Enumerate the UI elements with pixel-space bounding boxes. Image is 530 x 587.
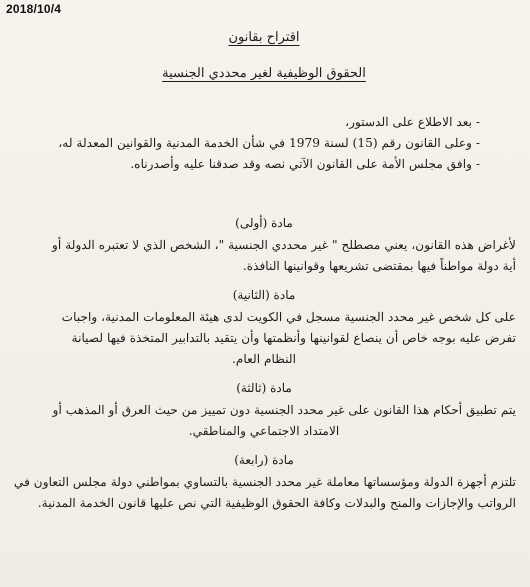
document-body	[8, 28, 520, 514]
document-date: 2018/10/4	[6, 2, 62, 16]
article-3-text	[8, 400, 520, 442]
article-3-heading: مادة (ثالثة)	[236, 381, 292, 395]
article-1-heading: مادة (أولى)	[235, 216, 293, 230]
article-3-line: الامتداد الاجتماعي والمناطقي.	[188, 424, 340, 438]
article-1-text	[8, 235, 520, 277]
article-2-line: تفرض عليه بوجه خاص أن ينصاع لقوانينها وأنظمتها وأن يتقيد بالتدابير المتخذة فيها لصيانة	[71, 331, 516, 345]
document-subtitle: الحقوق الوظيفية لغير محددي الجنسية	[162, 66, 366, 81]
article-4-heading: مادة (رابعة)	[234, 453, 294, 467]
article-4-line: الرواتب والإجازات والمنح والبدلات وكافة الحقوق الوظيفية التي نص عليها قانون الخدمة المدنية.	[37, 496, 516, 510]
preamble-item: - وعلى القانون رقم (15) لسنة 1979 في شأن الخدمة المدنية والقوانين المعدلة له،	[58, 136, 480, 150]
article-1-line: أية دولة مواطناً فيها بمقتضى تشريعها وقوانينها النافذة.	[242, 259, 516, 273]
article-2-heading: مادة (الثانية)	[232, 288, 296, 302]
article-3-line: يتم تطبيق أحكام هذا القانون على غير محدد الجنسية دون تمييز من حيث العرق أو المذهب أو	[52, 403, 516, 417]
preamble-item: - وافق مجلس الأمة على القانون الآتي نصه وقد صدقنا عليه وأصدرناه.	[130, 157, 480, 171]
article-4-line: تلتزم أجهزة الدولة ومؤسساتها معاملة غير محدد الجنسية بالتساوي بمواطني دولة مجلس التعاون في	[13, 475, 516, 489]
preamble	[8, 112, 520, 175]
article-2-line: النظام العام.	[231, 352, 297, 366]
article-2-line: على كل شخص غير محدد الجنسية مسجل في الكويت لدى هيئة المعلومات المدنية، واجبات	[61, 310, 516, 324]
article-1-line: لأغراض هذه القانون، يعني مصطلح " غير محددي الجنسية "، الشخص الذي لا تعتبره الدولة أو	[52, 238, 516, 252]
document-title: اقتراح بقانون	[228, 30, 300, 45]
article-4-text	[8, 472, 520, 514]
preamble-item: - بعد الاطلاع على الدستور،	[345, 115, 480, 129]
article-2-text	[8, 307, 520, 370]
